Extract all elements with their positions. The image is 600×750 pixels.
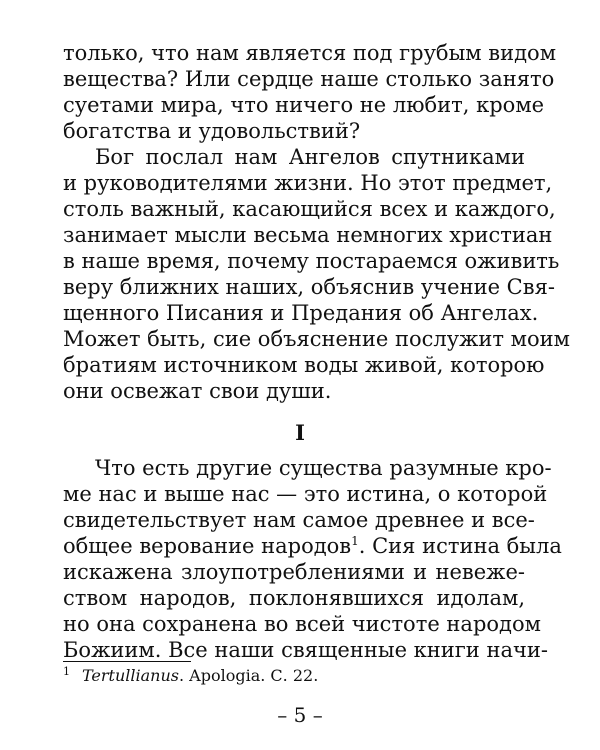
intro-line-3: суетами мира, что ничего не любит, кроме (63, 93, 545, 117)
section-line-8: Божиим. Все наши священные книги начи- (63, 638, 548, 662)
page-number: – 5 – (277, 703, 323, 727)
intro-line-2: вещества? Или сердце наше столько занято (63, 67, 555, 91)
section-line-3: свидетельствует нам самое древнее и все- (63, 508, 535, 532)
footnote (63, 666, 525, 686)
section-heading: I (295, 420, 305, 445)
footnote-mark: 1 (63, 664, 70, 678)
second-line-3: столь важный, касающийся всех и каждого, (63, 197, 556, 221)
section-line-7: но она сохранена во всей чистоте народом (63, 612, 541, 636)
footnote-divider (63, 661, 191, 662)
section-line-5: искажена злоупотреблениями и невеже- (63, 560, 525, 584)
second-line-1: Бог послал нам Ангелов спутниками (95, 145, 525, 169)
section-line-4-end: . Сия истина была (358, 534, 562, 558)
section-line-1: Что есть другие существа разумные кро- (95, 456, 552, 480)
section-line-2: ме нас и выше нас — это истина, о которой (63, 482, 548, 506)
second-line-4: занимает мысли весьма немногих христиан (63, 223, 553, 247)
second-line-7: щенного Писания и Предания об Ангелах. (63, 301, 539, 325)
section-line-4-start: общее верование народов (63, 534, 352, 558)
second-line-9: братиям источником воды живой, которою (63, 353, 545, 377)
second-line-5: в наше время, почему постараемся оживить (63, 249, 560, 273)
second-line-8: Может быть, сие объяснение послужит моим (63, 327, 570, 351)
footnote-reference[interactable]: 1 (351, 534, 359, 548)
second-line-2: и руководителями жизни. Но этот предмет, (63, 171, 553, 195)
section-line-4 (63, 533, 562, 559)
footnote-author: Tertullianus (82, 666, 179, 685)
footnote-source: . Apologia. С. 22. (179, 666, 319, 685)
intro-line-1: только, что нам является под грубым видом (63, 41, 557, 65)
section-line-6: ством народов, поклонявшихся идолам, (63, 586, 525, 610)
intro-line-4: богатства и удовольствий? (63, 119, 361, 143)
second-line-6: веру ближних наших, объяснив учение Свя- (63, 275, 555, 299)
second-line-10: они освежат свои души. (63, 379, 332, 403)
